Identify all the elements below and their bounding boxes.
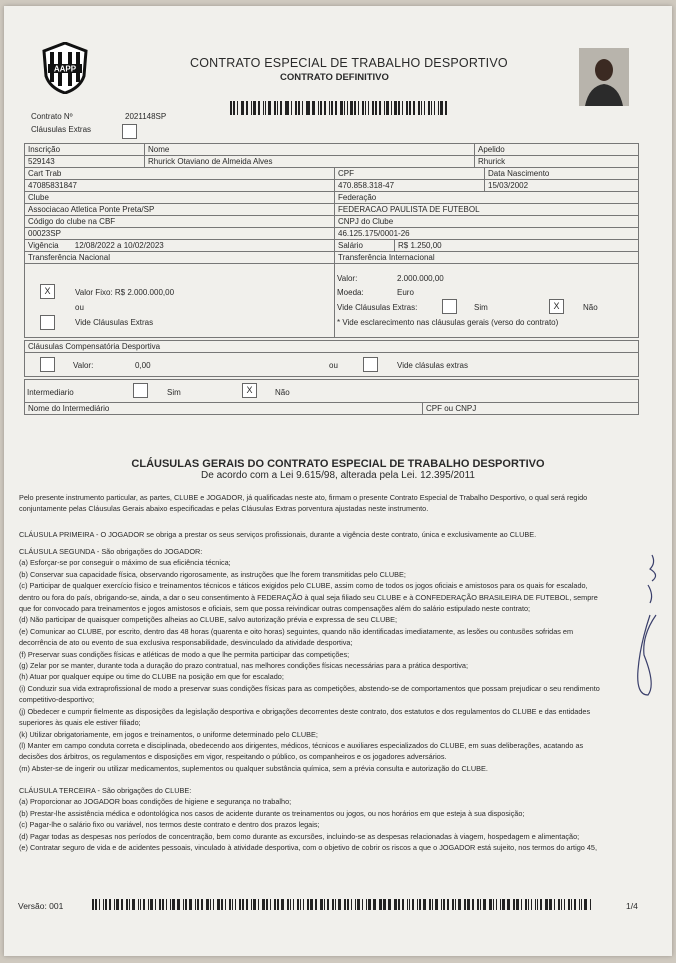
compensatory-extra-checkbox[interactable] (363, 357, 378, 372)
barcode-bar (535, 899, 536, 910)
barcode-bar (285, 101, 286, 115)
intermediary-yes-label: Sim (167, 388, 181, 397)
barcode-bar (419, 899, 421, 910)
barcode-bar (384, 101, 385, 115)
barcode-bar (344, 899, 346, 910)
barcode-bar (277, 101, 278, 115)
barcode-bar (270, 899, 271, 910)
yes-label: Sim (474, 303, 488, 312)
barcode-bar (162, 899, 164, 910)
barcode-bar (579, 899, 580, 910)
national-transfer-label: Transferência Nacional (25, 252, 335, 263)
clause-line: (l) Manter em campo conduta correta e disciplinada, obedecendo aos dirigentes, médicos, técnicos e auxiliares especializados do CLUBE, em suas deliberações, acatando as (19, 740, 584, 750)
name-value: Rhurick Otaviano de Almeida Alves (145, 156, 475, 167)
clause-line: que for convocado para treinamentos e jogos amistosos e oficiais, sem que possa reivindicar outras compensações além do salário estipulado neste contrato; (19, 604, 531, 614)
barcode-bar (217, 899, 220, 910)
barcode-bar (310, 899, 313, 910)
national-extra-checkbox[interactable] (40, 315, 55, 330)
clause-line: (i) Conduzir sua vida extraprofissional de modo a preservar suas condições físicas para as competições, abstendo-se de comportamentos que possam prejudicar o seu rendimento (19, 683, 600, 693)
barcode-bar (335, 101, 337, 115)
barcode-bar (540, 899, 542, 910)
barcode-bar (432, 899, 433, 910)
federation-label: Federação (338, 193, 377, 202)
barcode-bar (241, 101, 242, 115)
barcode-bar (502, 899, 505, 910)
barcode-bar (516, 899, 519, 910)
barcode-bar (561, 899, 562, 910)
barcode-bar (472, 899, 474, 910)
barcode-bar (105, 899, 107, 910)
currency-label: Moeda: (337, 288, 364, 297)
clause-line: (a) Proporcionar ao JOGADOR boas condições de higiene e segurança no trabalho; (19, 797, 292, 807)
barcode-bar (235, 899, 236, 910)
clause-line: (e) Contratar seguro de vida e de acidentes pessoais, vinculado à atividade desportiva, com o objetivo de cobrir os riscos a que o JOGADOR está sujeito, nos termos do artigo 45, (19, 843, 597, 853)
barcode-bar (148, 899, 149, 910)
barcode-bar (558, 899, 560, 910)
barcode-bar (320, 899, 323, 910)
barcode-bar (155, 899, 156, 910)
barcode-bar (172, 899, 175, 910)
barcode-bar (229, 899, 231, 910)
barcode-bar (431, 101, 432, 115)
barcode-bar (434, 101, 435, 115)
barcode-bar (114, 899, 115, 910)
barcode-bar (239, 899, 242, 910)
barcode-bar (421, 101, 422, 115)
clause-line: competitivo-desportivo; (19, 695, 95, 705)
barcode-bar (99, 899, 100, 910)
cpf-value: 470.858.318-47 (335, 180, 485, 191)
barcode-bar (394, 899, 397, 910)
extra-clauses-checkbox[interactable] (122, 124, 137, 139)
barcode-bar (528, 899, 529, 910)
club-cnpj-label: CNPJ do Clube (338, 217, 394, 226)
barcode-bar (233, 101, 235, 115)
barcode-bar (368, 101, 369, 115)
barcode-bar (513, 899, 515, 910)
barcode-bar (306, 101, 307, 115)
barcode-bar (467, 899, 470, 910)
barcode-bar (402, 899, 404, 910)
barcode-bar (438, 101, 440, 115)
barcode-bar (365, 101, 366, 115)
barcode-bar (350, 101, 353, 115)
barcode-bar (379, 899, 382, 910)
clause-line: decorrência de ato ou evento de sua exclusiva responsabilidade, desvinculado da atividade desportiva; (19, 638, 353, 648)
cbf-code-label: Código do clube na CBF (25, 216, 335, 227)
work-card-value: 47085831847 (25, 180, 335, 191)
barcode-bar (480, 899, 481, 910)
barcode-bar (409, 899, 410, 910)
barcode-bar (406, 101, 408, 115)
barcode-bar (262, 899, 265, 910)
barcode-bar (170, 899, 171, 910)
barcode-bar (210, 899, 211, 910)
intro-line: Pelo presente instrumento particular, as partes, CLUBE e JOGADOR, já qualificadas neste ato, firmam o presente Contrato Especial de Trabalho Desportivo, o qual será regido (19, 493, 588, 502)
barcode-bar (286, 101, 289, 115)
international-transfer-label: Transferência Internacional (338, 253, 435, 262)
clause-line: (b) Conservar sua capacidade física, observando rigorosamente, as instruções que lhe forem transmitidas pelo CLUBE; (19, 569, 406, 579)
barcode-bar (440, 101, 443, 115)
barcode-bar (274, 101, 276, 115)
contract-number-label: Contrato Nº (31, 112, 73, 121)
clause-line: dentro ou fora do país, obrigando-se, ainda, a dar o seu consentimento à FEDERAÇÃO à qual seja filiado seu CLUBE e à CONFEDERAÇÃO BRASILEIRA DE FUTEBOL, sempre (19, 592, 598, 602)
barcode-bar (274, 899, 276, 910)
barcode-bar (268, 101, 271, 115)
barcode-bar (335, 899, 337, 910)
barcode-bar (574, 899, 576, 910)
barcode-bar (564, 899, 565, 910)
club-crest-logo (40, 42, 90, 94)
barcode-bar (464, 899, 466, 910)
barcode-bar (338, 899, 341, 910)
currency-value: Euro (397, 288, 414, 297)
fixed-value-text: Valor Fixo: R$ 2.000.000,00 (75, 288, 175, 297)
barcode-bar (185, 899, 187, 910)
barcode-bar (489, 899, 492, 910)
barcode-bar (246, 899, 248, 910)
clause-line: (d) Não participar de quaisquer competições alheias ao CLUBE, salvo autorização prévia e expressa de seu CLUBE; (19, 615, 398, 625)
barcode-bar (177, 899, 180, 910)
name-label: Nome (145, 144, 475, 155)
club-label: Clube (25, 192, 335, 203)
term-label: Vigência (28, 241, 59, 250)
clause-line: (c) Participar de qualquer exercício físico e treinamentos técnicos e táticos exigidos pelo CLUBE, assim como de todos os jogos oficiais e amistosos para os quais for escalado, (19, 581, 588, 591)
barcode-bar (441, 899, 442, 910)
barcode-bar (266, 899, 268, 910)
value-amount: 2.000.000,00 (397, 274, 444, 283)
barcode-bar (166, 899, 167, 910)
compensatory-value: 0,00 (135, 361, 151, 370)
barcode-bar (300, 899, 301, 910)
barcode-bar (251, 101, 252, 115)
barcode-bar (258, 101, 260, 115)
extra-clauses-label: Cláusulas Extras (31, 125, 92, 134)
barcode-bar (571, 899, 572, 910)
intro-line: conjuntamente pelas Cláusulas Gerais abaixo especificadas e pelas Cláusulas Extras porventura ajustadas neste instrumento. (19, 504, 429, 514)
barcode-bar (368, 899, 371, 910)
clause-line: (e) Comunicar ao CLUBE, por escrito, dentro das 48 horas (quarenta e oito horas) seguintes, quando não identificadas imediatamente, as lesões ou contusões sofridas em (19, 626, 574, 636)
barcode-bar (138, 899, 140, 910)
barcode-bar (253, 899, 256, 910)
compensatory-value-label: Valor: (73, 361, 94, 370)
barcode-bar (447, 899, 449, 910)
svg-text:AAPP: AAPP (53, 64, 77, 74)
barcode-bar (253, 101, 256, 115)
clause-first: CLÁUSULA PRIMEIRA - O JOGADOR se obriga a prestar os seus serviços profissionais, durante a vigência deste contrato, única e exclusivamente ao CLUBE. (19, 530, 537, 539)
barcode-bar (121, 899, 123, 910)
barcode-bar (394, 101, 397, 115)
barcode-bar (307, 101, 310, 115)
barcode-bar (429, 899, 432, 910)
barcode-bar (493, 899, 494, 910)
barcode-bar (129, 899, 130, 910)
birthdate-label: Data Nascimento (488, 169, 550, 178)
barcode-bar (355, 899, 356, 910)
barcode-bar (143, 899, 145, 910)
barcode-bar (354, 101, 356, 115)
barcode-bar (398, 899, 400, 910)
clause-line: superiores às quais ele estiver filiado; (19, 718, 141, 728)
nickname-label: Apelido (478, 145, 505, 154)
barcode-bar (315, 899, 317, 910)
national-transfer-box (25, 264, 335, 337)
barcode-bar (388, 899, 391, 910)
barcode-bar (327, 899, 329, 910)
barcode-bar (383, 899, 386, 910)
term-value: 12/08/2022 a 10/02/2023 (74, 241, 164, 250)
barcode-bar (221, 899, 223, 910)
intro-paragraph (19, 492, 639, 515)
barcode-bar (445, 101, 447, 115)
barcode-bar (549, 899, 552, 910)
barcode-bar (418, 101, 420, 115)
barcode-bar (295, 101, 297, 115)
barcode-bar (246, 101, 248, 115)
barcode-bar (362, 101, 364, 115)
barcode-bar (140, 899, 141, 910)
clause-line: (j) Obedecer e cumprir fielmente as disposições da legislação desportiva e obrigações decorrentes deste contrato, dos estatutos e dos regulamentos do CLUBE e das entidades (19, 706, 591, 716)
barcode-bar (332, 899, 334, 910)
barcode-bar (340, 101, 343, 115)
barcode-bar (132, 899, 135, 910)
page-number: 1/4 (626, 901, 638, 911)
clause-line: (a) Esforçar-se por conseguir o máximo de sua eficiência técnica; (19, 558, 231, 568)
clause-line: CLÁUSULA TERCEIRA - São obrigações do CLUBE: (19, 786, 192, 795)
barcode-bar (409, 101, 411, 115)
intl-extra-no-checkbox[interactable]: X (549, 299, 564, 314)
barcode-bar (357, 899, 360, 910)
intermediary-no-checkbox[interactable]: X (242, 383, 257, 398)
barcode-bar (287, 899, 289, 910)
barcode-bar (242, 899, 244, 910)
barcode-bar (189, 899, 192, 910)
registration-label: Inscrição (25, 144, 145, 155)
barcode-bar (232, 899, 233, 910)
barcode-bar (290, 899, 291, 910)
contract-barcode (230, 101, 450, 115)
clause-line: (m) Abster-se de ingerir ou utilizar medicamentos, suplementos ou qualquer substância química, sem a prévia consulta e autorização do CLUBE. (19, 763, 488, 773)
barcode-bar (297, 899, 299, 910)
barcode-bar (590, 899, 591, 910)
clause-line: (h) Atuar por qualquer equipe ou time do CLUBE na posição em que for escalado; (19, 672, 284, 682)
barcode-bar (92, 899, 94, 910)
barcode-bar (344, 101, 345, 115)
barcode-bar (347, 101, 348, 115)
contract-number: 2021148SP (125, 112, 167, 121)
barcode-bar (318, 101, 319, 115)
barcode-bar (197, 899, 199, 910)
barcode-bar (291, 101, 292, 115)
barcode-bar (477, 899, 479, 910)
cpf-label: CPF (335, 168, 485, 179)
barcode-bar (386, 101, 389, 115)
player-photo (579, 48, 629, 106)
barcode-bar (312, 101, 315, 115)
barcode-bar (500, 899, 501, 910)
cbf-code-value: 00023SP (25, 228, 335, 239)
intl-extra-yes-checkbox[interactable] (442, 299, 457, 314)
barcode-bar (331, 101, 333, 115)
barcode-bar (407, 899, 408, 910)
compensatory-or: ou (329, 361, 338, 370)
value-label: Valor: (337, 274, 358, 283)
international-transfer-box (335, 264, 638, 337)
barcode-bar (507, 899, 510, 910)
salary-label: Salário (335, 240, 395, 251)
barcode-bar (398, 101, 400, 115)
barcode-bar (443, 899, 445, 910)
barcode-bar (424, 101, 425, 115)
barcode-bar (258, 899, 259, 910)
barcode-bar (423, 899, 426, 910)
barcode-bar (302, 101, 303, 115)
club-value: Associacao Atletica Ponte Preta/SP (25, 204, 335, 215)
barcode-bar (413, 101, 416, 115)
barcode-bar (358, 101, 359, 115)
barcode-bar (303, 899, 304, 910)
barcode-bar (362, 899, 363, 910)
barcode-bar (183, 899, 184, 910)
nickname-value: Rhurick (478, 157, 506, 166)
clause-line: (f) Preservar suas condições físicas e atléticas de modo a que lhe permita participar das competições; (19, 649, 350, 659)
barcode-bar (496, 899, 497, 910)
barcode-bar (428, 101, 430, 115)
compensatory-see-extra: Vide clásulas extras (397, 361, 468, 370)
barcode-bar (213, 899, 214, 910)
salary-value: R$ 1.250,00 (398, 241, 442, 250)
barcode-bar (280, 101, 282, 115)
barcode-bar (329, 101, 330, 115)
handwritten-signature (620, 545, 670, 710)
fixed-value-checkbox[interactable]: X (40, 284, 55, 299)
compensatory-checkbox[interactable] (40, 357, 55, 372)
compensatory-clause-label: Cláusulas Compensatória Desportiva (28, 342, 161, 351)
barcode-bar (537, 899, 538, 910)
contract-subtitle: CONTRATO DEFINITIVO (280, 72, 389, 83)
barcode-bar (95, 899, 97, 910)
barcode-bar (531, 899, 532, 910)
clause-line: (g) Zelar por se manter, durante toda a duração do prazo contratual, nas melhores condições físicas necessárias para a prática desportiva; (19, 661, 469, 671)
barcode-bar (298, 101, 300, 115)
barcode-bar (435, 899, 438, 910)
barcode-bar (237, 101, 238, 115)
no-label: Não (583, 303, 598, 312)
barcode-bar (584, 899, 587, 910)
barcode-bar (366, 899, 367, 910)
barcode-bar (402, 101, 403, 115)
barcode-bar (347, 899, 349, 910)
intermediary-name-label: Nome do Intermediário (25, 403, 423, 414)
barcode-bar (126, 899, 128, 910)
barcode-bar (251, 899, 252, 910)
player-data-form (24, 143, 639, 415)
see-note: * Vide esclarecimento nas cláusulas gerais (verso do contrato) (337, 318, 559, 327)
barcode-bar (412, 899, 414, 910)
barcode-bar (521, 899, 522, 910)
clause-line: (b) Prestar-lhe assistência médica e odontológica nos casos de acidente durante os treinamentos ou jogos, ou nos horários em que esteja à sua disposição; (19, 808, 525, 818)
barcode-bar (116, 899, 119, 910)
clause-second (19, 546, 639, 774)
barcode-bar (103, 899, 104, 910)
clauses-subtitle: De acordo com a Lei 9.615/98, alterada pela Lei. 12.395/2011 (201, 470, 475, 481)
clause-line: (k) Utilizar obrigatoriamente, em jogos e treinamentos, o uniforme determinado pelo CLUBE; (19, 729, 318, 739)
work-card-label: Cart Trab (25, 168, 335, 179)
barcode-bar (263, 101, 265, 115)
see-extra-clauses-intl: Vide Cláusulas Extras: (337, 303, 418, 312)
barcode-bar (201, 899, 203, 910)
clause-line: CLÁUSULA SEGUNDA - São obrigações do JOGADOR: (19, 547, 203, 556)
barcode-bar (452, 899, 454, 910)
federation-value: FEDERACAO PAULISTA DE FUTEBOL (338, 205, 480, 214)
barcode-bar (230, 101, 232, 115)
intermediary-yes-checkbox[interactable] (133, 383, 148, 398)
registration-value: 529143 (25, 156, 145, 167)
footer-barcode (92, 899, 592, 910)
intermediary-no-label: Não (275, 388, 290, 397)
barcode-bar (281, 899, 284, 910)
birthdate-value: 15/03/2002 (488, 181, 529, 190)
intermediary-label: Intermediario (27, 388, 74, 397)
clause-line: (c) Pagar-lhe o salário fixo ou variável, nos termos deste contrato e dentro dos prazos legais; (19, 820, 320, 830)
barcode-bar (568, 899, 570, 910)
barcode-bar (455, 899, 456, 910)
barcode-bar (375, 101, 377, 115)
contract-title: CONTRATO ESPECIAL DE TRABALHO DESPORTIVO (190, 56, 508, 70)
barcode-bar (150, 899, 153, 910)
clause-line: (d) Pagar todas as despesas nos períodos de concentração, bem como durante as excursões, incluindo-se as despesas relacionadas à viagem, hospedagem e alimentação; (19, 831, 580, 841)
barcode-bar (195, 899, 196, 910)
barcode-bar (307, 899, 309, 910)
barcode-bar (417, 899, 418, 910)
barcode-bar (581, 899, 582, 910)
barcode-bar (324, 899, 325, 910)
or-text: ou (75, 303, 84, 312)
clause-third (19, 785, 639, 853)
barcode-bar (242, 101, 244, 115)
barcode-bar (545, 899, 548, 910)
barcode-bar (554, 899, 555, 910)
barcode-bar (206, 899, 209, 910)
barcode-bar (109, 899, 111, 910)
barcode-bar (159, 899, 161, 910)
barcode-bar (379, 101, 381, 115)
barcode-bar (293, 899, 294, 910)
barcode-bar (372, 101, 375, 115)
barcode-bar (483, 899, 486, 910)
club-cnpj-value: 46.125.175/0001-26 (338, 229, 410, 238)
barcode-bar (324, 101, 327, 115)
barcode-bar (320, 101, 322, 115)
barcode-bar (525, 899, 528, 910)
version-label: Versão: 001 (18, 901, 64, 911)
see-extra-clauses-text: Vide Cláusulas Extras (75, 318, 154, 327)
barcode-bar (351, 899, 352, 910)
clause-line: decisões dos árbitros, os regulamentos e disposições em vigor, respeitando o público, os companheiros e os jogadores adversários. (19, 752, 447, 762)
barcode-bar (277, 899, 279, 910)
barcode-bar (265, 101, 266, 115)
cpf-cnpj-label: CPF ou CNPJ (426, 404, 477, 413)
barcode-bar (225, 899, 226, 910)
clauses-title: CLÁUSULAS GERAIS DO CONTRATO ESPECIAL DE TRABALHO DESPORTIVO (131, 458, 545, 470)
barcode-bar (391, 101, 392, 115)
barcode-bar (458, 899, 461, 910)
barcode-bar (373, 899, 376, 910)
